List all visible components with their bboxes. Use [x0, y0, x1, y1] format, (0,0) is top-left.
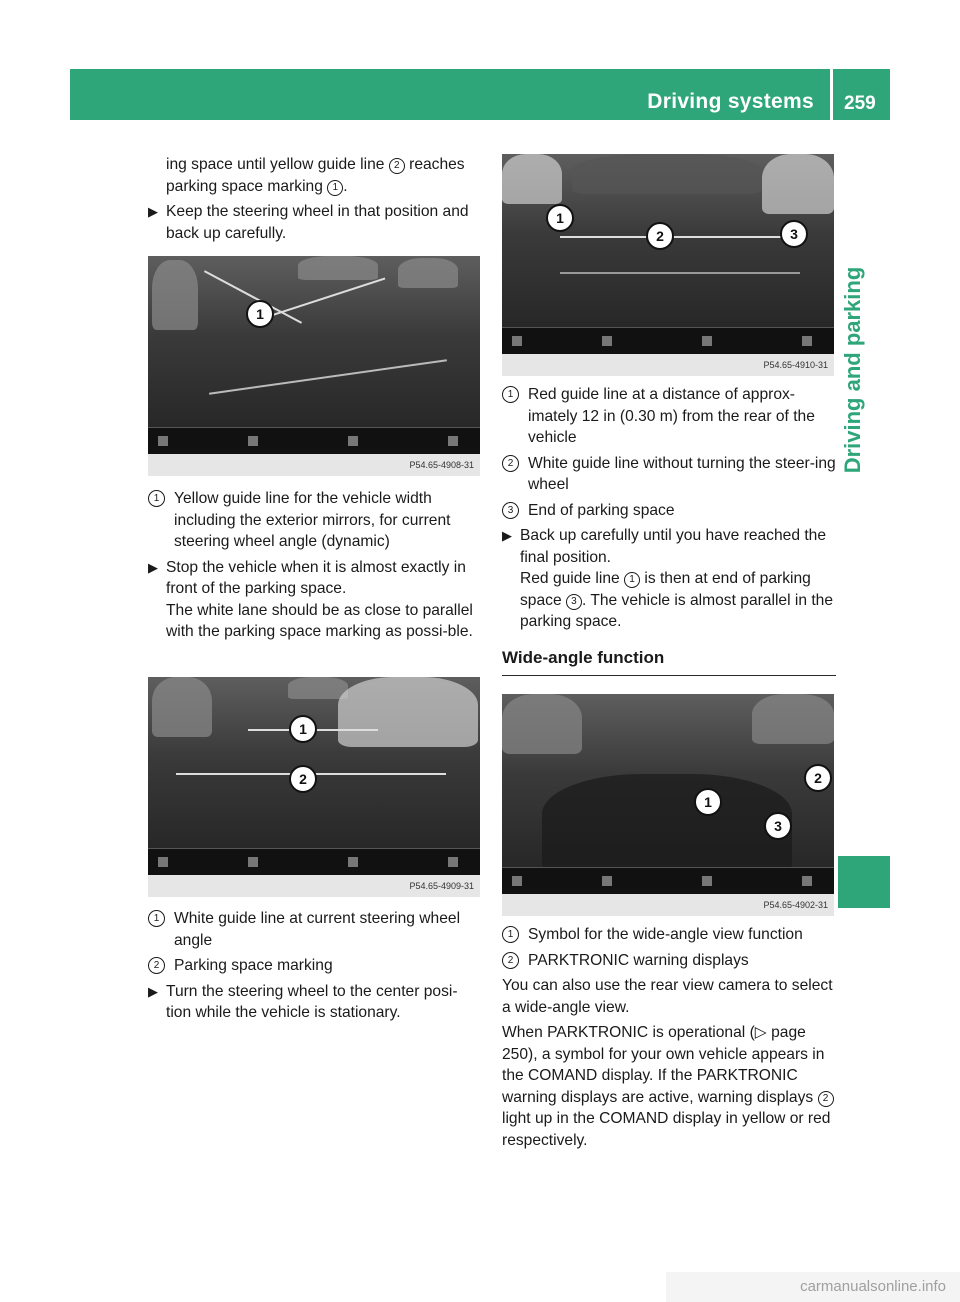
ref-marker: 2 — [389, 158, 405, 174]
figure-code: P54.65-4902-31 — [763, 900, 828, 910]
instruction-step: ▶ Back up carefully until you have reached the final position. Red guide line 1 is then at end of parking space 3 . The vehicle is almost parallel in the parking space. — [502, 527, 834, 630]
camera-view — [502, 154, 834, 354]
footer-watermark: carmanualsonline.info — [666, 1272, 960, 1302]
left-column-mid — [148, 488, 482, 647]
side-tab-marker — [838, 856, 890, 908]
legend-item: 2 Parking space marking — [148, 955, 482, 977]
page-reference-link[interactable]: page 250), a symbol for your own vehicle appears in the COMAND display. If the PARKTRONIC warning displays are active, warning displays — [502, 1024, 825, 1106]
arrow-bullet-icon: ▶ — [148, 983, 158, 999]
camera-image-1 — [148, 256, 480, 476]
callout-1: 1 — [246, 300, 274, 328]
ref-marker: 1 — [624, 572, 640, 588]
side-section-tab: Driving and parking — [840, 266, 865, 474]
arrow-bullet-icon: ▶ — [148, 559, 158, 575]
callout-1: 1 — [694, 788, 722, 816]
camera-view — [502, 694, 834, 894]
ref-marker: 1 — [327, 180, 343, 196]
legend-item: 2 PARKTRONIC warning displays — [502, 950, 836, 972]
legend-item: 3 End of parking space — [502, 500, 836, 522]
legend-item: 1 Red guide line at a distance of approx-imately 12 in (0.30 m) from the rear of the vehicle — [502, 384, 836, 449]
instruction-step: ▶ Turn the steering wheel to the center posi-tion while the vehicle is stationary. — [148, 982, 458, 1021]
figure-code: P54.65-4910-31 — [763, 360, 828, 370]
ref-marker: 2 — [818, 1091, 834, 1107]
chapter-header — [70, 69, 890, 120]
callout-2: 2 — [289, 765, 317, 793]
camera-image-3 — [502, 154, 834, 376]
legend-item: 1 Yellow guide line for the vehicle width including the exterior mirrors, for current steering wheel angle (dynamic) — [148, 488, 482, 553]
right-column-bottom — [502, 924, 836, 1155]
camera-image-2 — [148, 677, 480, 897]
page-number: 259 — [844, 93, 876, 114]
camera-toolbar — [502, 867, 834, 894]
figure-code: P54.65-4909-31 — [409, 881, 474, 891]
callout-3: 3 — [764, 812, 792, 840]
legend-item: 1 Symbol for the wide-angle view function — [502, 924, 836, 946]
arrow-bullet-icon: ▶ — [148, 204, 158, 219]
callout-1: 1 — [289, 715, 317, 743]
page-reference-arrow-icon: ▷ — [754, 1024, 767, 1041]
camera-toolbar — [502, 327, 834, 354]
chapter-title: Driving systems — [647, 90, 814, 113]
callout-2: 2 — [646, 222, 674, 250]
camera-image-4 — [502, 694, 834, 916]
callout-3: 3 — [780, 220, 808, 248]
callout-1: 1 — [546, 204, 574, 232]
body-paragraph: You can also use the rear view camera to select a wide-angle view. — [502, 977, 833, 1016]
section-heading: Wide-angle function — [502, 647, 836, 676]
camera-view — [148, 256, 480, 454]
ref-marker: 3 — [566, 594, 582, 610]
intro-text: ing space until yellow guide line 2 reaches parking space marking 1 . — [166, 156, 465, 195]
legend-item: 2 White guide line without turning the steer-ing wheel — [502, 453, 836, 496]
body-paragraph: When PARKTRONIC is operational (▷ page 250), a symbol for your own vehicle appears in the COMAND display. If the PARKTRONIC warning displays are active, warning displays 2 light up in the COMAND display in yellow or red respectively. — [502, 1022, 836, 1151]
header-divider — [830, 69, 833, 120]
instruction-step: ▶ Stop the vehicle when it is almost exactly in front of the parking space. The white lane should be as close to parallel with the parking space marking as possi-ble. — [148, 558, 473, 640]
camera-toolbar — [148, 427, 480, 454]
left-column-top — [148, 154, 482, 248]
legend-item: 1 White guide line at current steering wheel angle — [148, 908, 482, 951]
camera-toolbar — [148, 848, 480, 875]
instruction-step: ▶ Keep the steering wheel in that position and back up carefully. — [148, 203, 469, 242]
arrow-bullet-icon: ▶ — [502, 528, 512, 543]
figure-code: P54.65-4908-31 — [409, 460, 474, 470]
left-column-bottom — [148, 908, 482, 1028]
right-column-mid — [502, 384, 836, 688]
callout-2: 2 — [804, 764, 832, 792]
